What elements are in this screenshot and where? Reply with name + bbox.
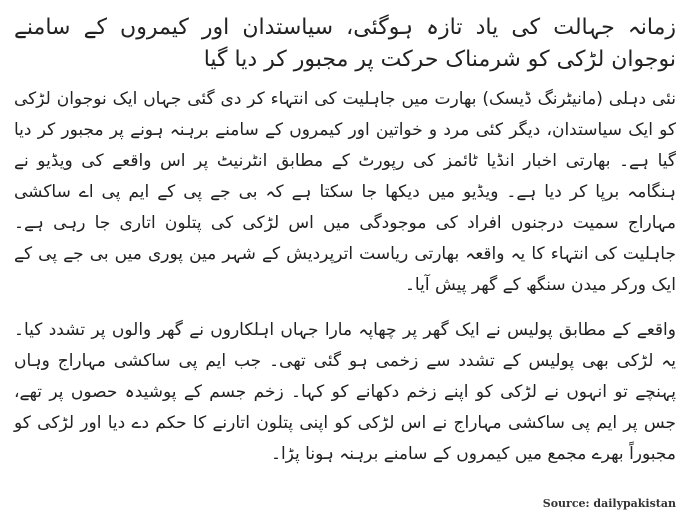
news-article [14,12,676,484]
article-headline: زمانہ جہالت کی یاد تازہ ہوگئی، سیاستدان اور کیمروں کے سامنے نوجوان لڑکی کو شرمناک حرکت پر مجبور کر دیا گیا [14,15,676,72]
article-paragraph-1: نئی دہلی (مانیٹرنگ ڈیسک) بھارت میں جاہلیت کی انتہاء کر دی گئی جہاں ایک نوجوان لڑکی کو ایک سیاستدان، دیگر کئی مرد و خواتین اور کیمروں کے سامنے برہنہ ہونے پر مجبور کر دیا گیا ہے۔ بھارتی اخبار انڈیا ٹائمز کی رپورٹ کے مطابق انٹرنیٹ پر اس واقعے کی ویڈیو نے ہنگامہ برپا کر دیا ہے۔ ویڈیو میں دیکھا جا سکتا ہے کہ بی جے پی کے ایم پی اے ساکشی مہاراج سمیت درجنوں افراد کی موجودگی میں اس لڑکی کی پتلون اتاری جا رہی ہے۔ جاہلیت کی انتہاء کا یہ واقعہ بھارتی ریاست اترپردیش کے شہر مین پوری میں بی جے پی کے ایک ورکر میدن سنگھ کے گھر پیش آیا۔ [14,89,676,295]
source-credit: Source: dailypakistan [542,497,676,510]
article-paragraph-2: واقعے کے مطابق پولیس نے ایک گھر پر چھاپہ مارا جہاں اہلکاروں نے گھر والوں پر تشدد کیا۔ یہ لڑکی بھی پولیس کے تشدد سے زخمی ہو گئی تھی۔ جب ایم پی ساکشی مہاراج وہاں پہنچے تو انہوں نے لڑکی کو اپنے زخم دکھانے کو کہا۔ زخم جسم کے پوشیدہ حصوں پر تھے، جس پر ایم پی ساکشی مہاراج نے اس لڑکی کو اپنی پتلون اتارنے کا حکم دے دیا اور لڑکی کو مجبوراً بھرے مجمع میں کیمروں کے سامنے برہنہ ہونا پڑا۔ [14,320,676,464]
